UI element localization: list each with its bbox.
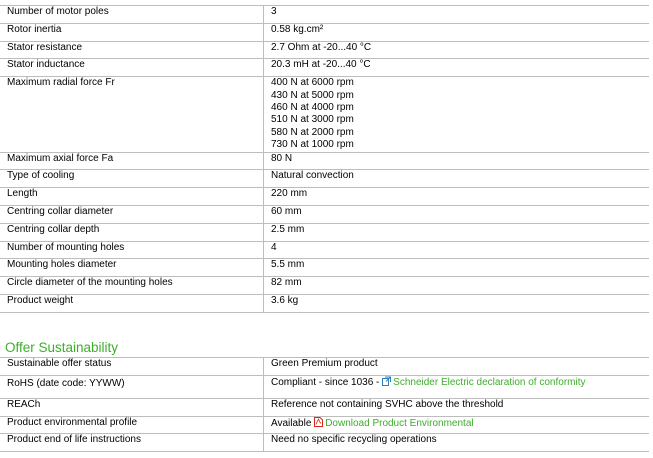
spec-label: Sustainable offer status [0, 358, 264, 376]
spec-label: Maximum axial force Fa [0, 152, 264, 170]
spec-value: Reference not containing SVHC above the threshold [264, 398, 650, 416]
spec-value-line: 730 N at 1000 rpm [271, 139, 354, 151]
specs-table [0, 5, 649, 313]
table-row [0, 241, 649, 259]
table-row [0, 206, 649, 224]
spec-value: 2.5 mm [264, 223, 650, 241]
spec-value: 4 [264, 241, 650, 259]
table-row [0, 188, 649, 206]
spec-label: Number of motor poles [0, 6, 264, 24]
table-row [0, 277, 649, 295]
spec-value: Green Premium product [264, 358, 650, 376]
spec-value-line: 430 N at 5000 rpm [271, 89, 354, 101]
section-title: Offer Sustainability [5, 340, 119, 355]
spec-label: Stator inductance [0, 59, 264, 77]
availability-text: Available [271, 417, 315, 429]
table-row [0, 59, 649, 77]
spec-value: 20.3 mH at -20...40 °C [264, 59, 650, 77]
spec-value: Natural convection [264, 170, 650, 188]
spec-label: Centring collar depth [0, 223, 264, 241]
table-row [0, 6, 649, 24]
table-row [0, 434, 649, 452]
spec-value-line: 460 N at 4000 rpm [271, 102, 354, 113]
table-row [0, 152, 649, 170]
spec-value-line: 580 N at 2000 rpm [271, 126, 354, 138]
table-row [0, 416, 649, 434]
spec-label: Number of mounting holes [0, 241, 264, 259]
table-row [0, 23, 649, 41]
spec-label: Circle diameter of the mounting holes [0, 277, 264, 295]
table-row [0, 77, 649, 152]
download-product-environmental-link[interactable]: Download Product Environmental [325, 417, 474, 429]
table-row [0, 170, 649, 188]
table-row [0, 295, 649, 313]
spec-value: 0.58 kg.cm² [264, 23, 650, 41]
spec-label: Maximum radial force Fr [0, 77, 264, 152]
spec-value [264, 416, 650, 434]
spec-label: Length [0, 188, 264, 206]
spec-label: Centring collar diameter [0, 206, 264, 224]
spec-value: 220 mm [264, 188, 650, 206]
spec-value-line: 510 N at 3000 rpm [271, 114, 354, 126]
rohs-status-text: Compliant - since 1036 - [271, 376, 383, 388]
spec-value [264, 375, 650, 398]
spec-label: Product weight [0, 295, 264, 313]
spec-value: Need no specific recycling operations [264, 434, 650, 452]
table-row [0, 398, 649, 416]
spec-value: 5.5 mm [264, 259, 650, 277]
table-row [0, 375, 649, 398]
spec-label: Mounting holes diameter [0, 259, 264, 277]
spec-label: Rotor inertia [0, 23, 264, 41]
declaration-of-conformity-link[interactable]: Schneider Electric declaration of conformity [393, 376, 586, 388]
spec-label: Type of cooling [0, 170, 264, 188]
spec-value-line: 400 N at 6000 rpm [271, 77, 354, 89]
spec-label: Stator resistance [0, 41, 264, 59]
spec-label: RoHS (date code: YYWW) [0, 375, 264, 398]
spec-value: 2.7 Ohm at -20...40 °C [264, 41, 650, 59]
spec-label: Product end of life instructions [0, 434, 264, 452]
spec-value: 3 [264, 6, 650, 24]
spec-value: 3.6 kg [264, 295, 650, 313]
table-row [0, 41, 649, 59]
spec-value: 80 N [264, 152, 650, 170]
table-row [0, 259, 649, 277]
table-row [0, 223, 649, 241]
external-link-icon[interactable] [382, 376, 391, 386]
spec-label: Product environmental profile [0, 416, 264, 434]
spec-label: REACh [0, 398, 264, 416]
spec-value: 60 mm [264, 206, 650, 224]
spec-value-list [264, 77, 650, 152]
spec-value: 82 mm [264, 277, 650, 295]
pdf-icon[interactable] [314, 417, 323, 427]
sustainability-table [0, 357, 649, 452]
table-row [0, 358, 649, 376]
